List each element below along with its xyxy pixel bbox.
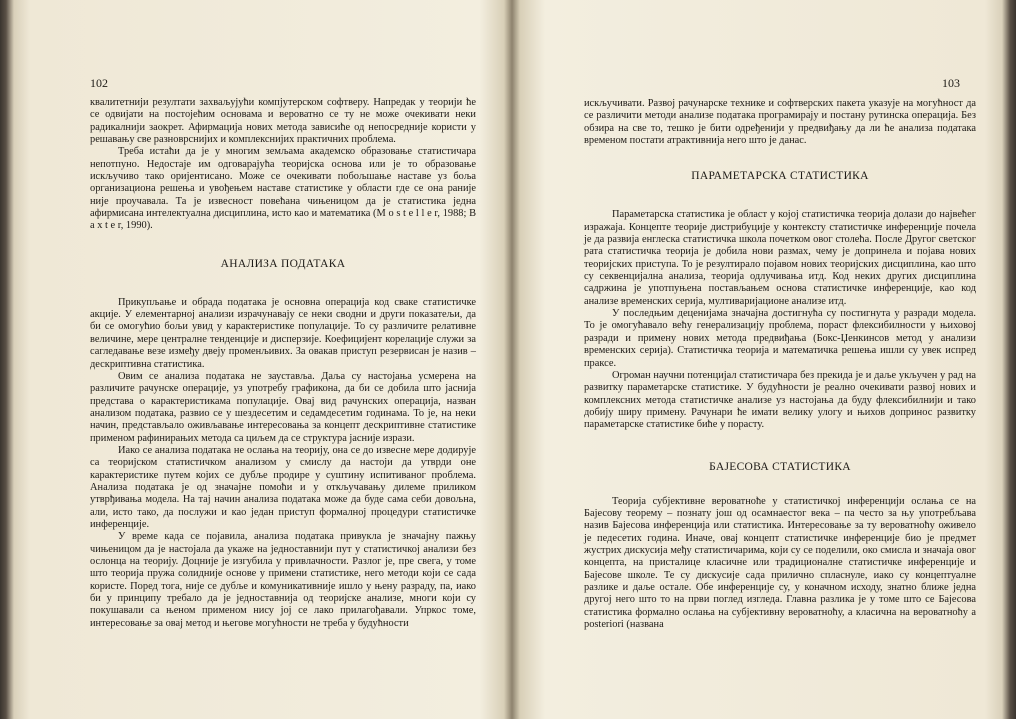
paragraph: У време када се појавила, анализа података привукла је значајну пажњу чињеницом да је настојала да укаже на једноставнији пут у статистичкој анализи без ослонца на теорију. Доцније је изгубила у привлачности. Разлог је, пре свега, у томе што теорија пружа солидније основе у примени статистике, него методи који се сада користе. Поред тога, није се дубље и комуникативније ишло у њену разраду, па, иако би у принципу требало да је једноставнија од теоријске анализе, многи који су покушавали са њеном применом нису јој се лако прилагођавали. Упркос томе, интересовање за овај метод и његове могућности не треба у будућности	[90, 531, 476, 629]
paragraph: Треба истаћи да је у многим земљама академско образовање статистичара непотпуно. Недостаје им одговарајућа теоријска основа или је то образовање искључиво тако оријентисано. Може се очекивати побољшање наставе уз боља организациона решења и увођењем наставе статистике у области где се она раније није проучавала. Та је извесност повећана чињеницом да је статистика једна афирмисана интелектуална дисциплина, исто као и математика (M o s t e l l e r, 1988; B a x t e r, 1990).	[90, 146, 476, 232]
paragraph: квалитетнији резултати захваљујући компјутерском софтверу. Напредак у теорији ће се одвијати на постојећим основама и вероватно се ту не може очекивати неки радикалнији заокрет. Афирмација нових метода зависиће од непосредније користи у решавању све разноврснијих и комплекснијих практичних проблема.	[90, 97, 476, 146]
paragraph: Огроман научни потенцијал статистичара без прекида је и даље укључен у рад на развитку параметарске статистике. У будућности је реално очекивати развој нових и комплексних метода статистичке анализе уз настојања да буду флексибилнији и тако добију ширу примену. Рачунари ће имати велику улогу и њихов допринос развитку параметарске статистике биће у порасту.	[584, 369, 976, 431]
page-body	[90, 97, 476, 630]
paragraph: Иако се анализа података не ослања на теорију, она се до извесне мере додирује са теоријском статистичком анализом у смислу да настоји да утврди оне карактеристике путем којих се дубље продире у суштину испитиваног проблема. Анализа података је од значајне помоћи и у откључавању дилеме приликом утврђивања модела. На тај начин анализа података може да буде сама себи довољна, али, исто тако, да послужи и као један приступ формалној процедури статистичке инференције.	[90, 444, 476, 530]
page-number: 103	[942, 76, 960, 90]
paragraph: Овим се анализа података не зауставља. Даља су настојања усмерена на различите рачунске операције, уз употребу графикона, да би се добила што јаснија представа о карактеристикама популације. Овај вид рачунских операција, назван анализом података, развио се у шездесетим и седамдесетим годинама. То је, на неки начин, представљало оживљавање интересовања за концепт дескриптивне статистике применом рафинирањих метода са циљем да се структура јасније изрази.	[90, 370, 476, 444]
paragraph: У последњим деценијама значајна достигнућа су постигнута у разради модела. То је омогућавало већу генерализацију проблема, пораст флексибилности у њиховој разради и примену нових метода предвиђања (Бокс-Џенкинсов метод у анализи временских серија). Статистичка теорија и математичка решења ишли су увек испред праксе.	[584, 308, 976, 369]
section-heading: БАЈЕСОВА СТАТИСТИКА	[709, 460, 851, 473]
page-body	[584, 98, 976, 631]
paragraph: Прикупљање и обрада података је основна операција код сваке статистичке акције. У елементарној анализи израчунавају се неки сводни и други показатељи, да би се омогућио бољи увид у карактеристике популације. То су различите релативне величине, мере централне тенденције и дисперзије. Коефицијент корелације служи за сагледавање везе између двеју променљивих. За овакав приступ резервисан је назив – дескриптивна статистика.	[90, 296, 476, 370]
page-number: 102	[90, 76, 108, 90]
paragraph: Параметарска статистика је област у којој статистичка теорија долази до највећег изражаја. Концепте теорије дистрибуције у контексту статистичке инференције почела је да развија енглеска статистичка школа почетком овог столећа. После Другог светског рата статистичка теорија је добила нови размах, чему је допринела и појава нових теоријских приступа. То је резултирало појавом нових теоријских дисциплина, као што су секвенцијална анализа, теорија одлучивања итд. Код неких других дисциплина садржина је употпуњена постављањем основа статистичке инференције, као код анализе временских серија, мултиваријационе анализе итд.	[584, 209, 976, 307]
section-heading: АНАЛИЗА ПОДАТАКА	[220, 257, 346, 270]
paragraph: Теорија субјективне вероватноће у статистичкој инференцији ослања се на Бајесову теорему – познату још од осамнаестог века – па често за њу употребљава назив Бајесова инференција или статистика. Интересовање за ту вероватноћу оживело је педесетих година. Иначе, овај концепт статистичке инференције био је предмет жустрих дискусија међу статистичарима, који су се поделили, око смисла и значаја овог концепта, на присталице класичне или традиционалне статистичке инференције и Бајесове школе. Те су дискусије сада прилично спласнуле, иако су концептуалне разлике и даље остале. Обе инференције су, у коначном исходу, знатно ближе једна другој него што то на први поглед изгледа. Главна разлика је у томе што се Бајесова статистика формално ослања на субјективну вероватноћу, а класична на вероватноћу a posteriori (названа	[584, 495, 976, 630]
section-heading: ПАРАМЕТАРСКА СТАТИСТИКА	[691, 170, 869, 183]
paragraph: искључивати. Развој рачунарске технике и софтверских пакета указује на могућност да се различити методи анализе података програмирају и постану рутинска операција. Без обзира на све то, тешко је бити одређенији у предвиђању да ли ће анализа података временом постати атрактивнија него што је данас.	[584, 98, 976, 147]
left-page	[20, 0, 498, 719]
right-page	[528, 0, 998, 719]
